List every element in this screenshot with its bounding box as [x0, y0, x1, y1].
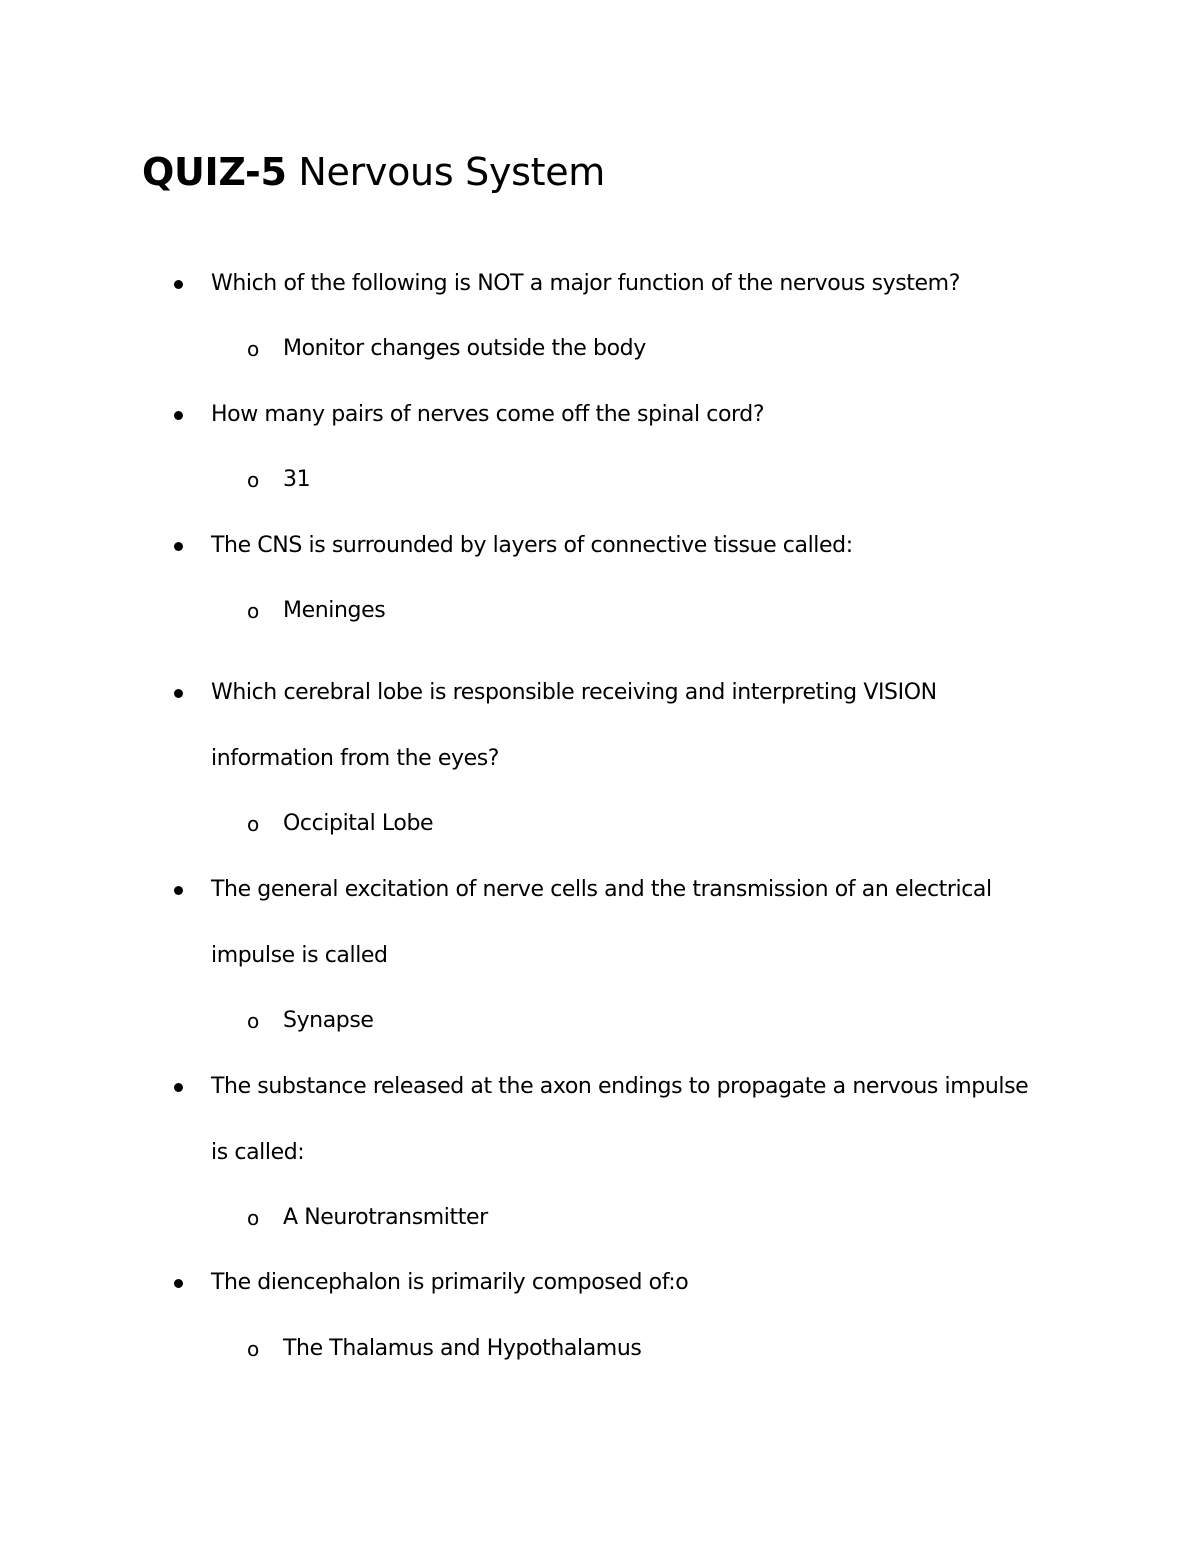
- question-item: [211, 857, 1051, 989]
- answer-marker: o: [247, 1009, 259, 1033]
- answer-text: Occipital Lobe: [283, 811, 434, 836]
- answer-marker: o: [247, 1206, 259, 1230]
- title-subject: Nervous System: [298, 150, 606, 194]
- question-item: [211, 1250, 1051, 1316]
- bullet-icon: [174, 1083, 183, 1092]
- bullet-icon: [174, 542, 183, 551]
- answer-marker: o: [247, 599, 259, 623]
- bullet-icon: [174, 689, 183, 698]
- bullet-icon: [174, 411, 183, 420]
- answer-item: [247, 1316, 642, 1382]
- question-item: [211, 382, 1051, 448]
- answer-text: A Neurotransmitter: [283, 1205, 488, 1230]
- answer-marker: o: [247, 468, 259, 492]
- question-text: The general excitation of nerve cells and the transmission of an electrical impulse is called: [211, 877, 992, 968]
- answer-item: [247, 316, 646, 382]
- answer-marker: o: [247, 812, 259, 836]
- question-text: How many pairs of nerves come off the spinal cord?: [211, 402, 765, 427]
- question-item: [211, 660, 1051, 792]
- question-text: The substance released at the axon endings to propagate a nervous impulse is called:: [211, 1074, 1029, 1165]
- question-text: The diencephalon is primarily composed of:o: [211, 1270, 689, 1295]
- answer-text: Synapse: [283, 1008, 374, 1033]
- page-title: [142, 148, 605, 196]
- title-prefix: QUIZ-5: [142, 150, 287, 194]
- answer-text: Monitor changes outside the body: [283, 336, 646, 361]
- answer-text: The Thalamus and Hypothalamus: [283, 1336, 642, 1361]
- question-item: [211, 1054, 1051, 1186]
- answer-text: Meninges: [283, 598, 386, 623]
- answer-item: [247, 447, 311, 513]
- bullet-icon: [174, 886, 183, 895]
- answer-marker: o: [247, 1337, 259, 1361]
- question-text: Which cerebral lobe is responsible receiving and interpreting VISION information from the eyes?: [211, 680, 937, 771]
- answer-text: 31: [283, 467, 311, 492]
- answer-item: [247, 791, 434, 857]
- answer-item: [247, 578, 386, 644]
- answer-marker: o: [247, 337, 259, 361]
- bullet-icon: [174, 280, 183, 289]
- bullet-icon: [174, 1279, 183, 1288]
- question-text: The CNS is surrounded by layers of connective tissue called:: [211, 533, 853, 558]
- question-text: Which of the following is NOT a major function of the nervous system?: [211, 271, 960, 296]
- question-item: [211, 513, 1051, 579]
- answer-item: [247, 988, 374, 1054]
- answer-item: [247, 1185, 488, 1251]
- question-item: [211, 251, 1051, 317]
